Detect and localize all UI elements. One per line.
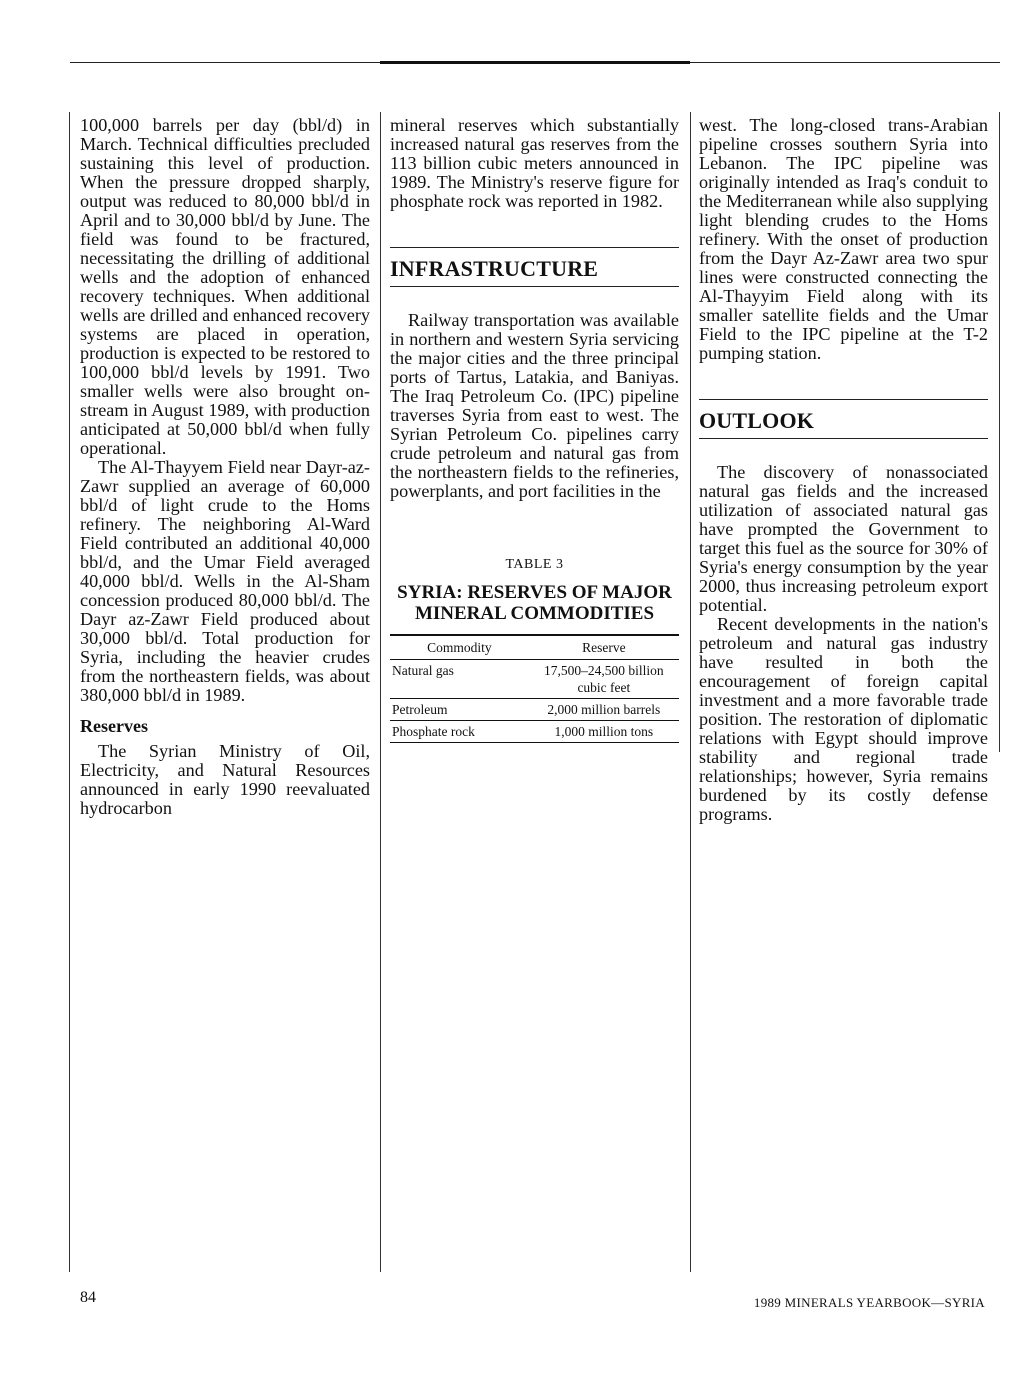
table-title-line-1: SYRIA: RESERVES OF MAJOR — [397, 582, 672, 603]
col3-paragraph-1: west. The long-closed trans-Arabian pipeline crosses southern Syria into Lebanon. The IPC pipeline was originally intended as Iraq's conduit to the Mediterranean while also supplying light blending crudes to the Homs refinery. With the onset of production from the Dayr Az-Zawr area two spur lines were constructed connecting the Al-Thayyim Field along with its smaller satellite fields and the Umar Field to the IPC pipeline at the T-2 pumping station. — [699, 115, 988, 363]
table-cell-commodity: Petroleum — [390, 699, 529, 721]
page-number: 84 — [80, 1289, 96, 1306]
table-cell-commodity: Natural gas — [390, 660, 529, 699]
col2-paragraph-1: mineral reserves which substantially increased natural gas reserves from the 113 billion cubic meters announced in 1989. The Ministry's reserve figure for phosphate rock was reported in 1982. — [390, 115, 679, 211]
column-rule-2 — [690, 112, 691, 1272]
table-header-row — [390, 635, 679, 660]
col1-paragraph-3: The Syrian Ministry of Oil, Electricity, and Natural Resources announced in early 1990 reevaluated hydrocarbon — [80, 741, 370, 818]
table-row — [390, 660, 679, 699]
table-cell-reserve: 2,000 million barrels — [529, 699, 679, 721]
column-rule-1 — [380, 112, 381, 1272]
table-row — [390, 699, 679, 721]
infrastructure-title: INFRASTRUCTURE — [390, 256, 599, 281]
table-cell-reserve: 1,000 million tons — [529, 721, 679, 743]
column-1 — [80, 116, 370, 818]
column-rule-left — [69, 112, 70, 1272]
running-footer-title: 1989 MINERALS YEARBOOK—SYRIA — [753, 1295, 985, 1310]
outlook-title: OUTLOOK — [699, 408, 815, 433]
col1-paragraph-1: 100,000 barrels per day (bbl/d) in March. Technical difficulties precluded sustaining this level of production. When the pressure dropped sharply, output was reduced to 80,000 bbl/d in April and to 30,000 bbl/d by June. The field was found to be fractured, necessitating the drilling of additional wells and the adoption of enhanced recovery techniques. When additional wells are drilled and enhanced recovery systems are placed in operation, production is expected to be restored to 100,000 bbl/d levels by 1991. Two smaller wells were also brought on-stream in August 1989, with production anticipated at 50,000 bbl/d when fully operational. — [80, 115, 370, 458]
col1-paragraph-2: The Al-Thayyem Field near Dayr-az-Zawr supplied an average of 60,000 bbl/d of light crude to the Homs refinery. The neighboring Al-Ward Field contributed an additional 40,000 bbl/d, and the Umar Field averaged 40,000 bbl/d. Wells in the Al-Sham concession produced 80,000 bbl/d. The Dayr az-Zawr Field produced about 30,000 bbl/d. Total production for Syria, including the heavier crudes from the northeastern fields, was about 380,000 bbl/d in 1989. — [80, 457, 370, 705]
table-cell-reserve: 17,500–24,500 billion cubic feet — [529, 660, 679, 699]
top-rule-accent — [380, 61, 690, 64]
reserves-table — [390, 634, 679, 743]
table-header-commodity: Commodity — [390, 635, 529, 660]
table-row — [390, 721, 679, 743]
table-title-line-2: MINERAL COMMODITIES — [414, 603, 655, 624]
col3-paragraph-2: The discovery of nonassociated natural gas fields and the increased utilization of associated natural gas have prompted the Government to target this fuel as the source for 30% of Syria's energy consumption by the year 2000, thus increasing petroleum export potential. — [699, 462, 988, 615]
outlook-section-heading — [699, 399, 988, 439]
column-3 — [699, 116, 988, 824]
column-rule-right — [999, 112, 1000, 752]
infrastructure-section-heading — [390, 247, 679, 287]
table-title — [390, 582, 679, 624]
table-caption: TABLE 3 — [505, 557, 564, 572]
table-header-reserve: Reserve — [529, 635, 679, 660]
table-cell-commodity: Phosphate rock — [390, 721, 529, 743]
reserves-subheading: Reserves — [80, 716, 148, 736]
col2-paragraph-2: Railway transportation was available in northern and western Syria servicing the major cities and the three principal ports of Tartus, Latakia, and Baniyas. The Iraq Petroleum Co. (IPC) pipeline traverses Syria from east to west. The Syrian Petroleum Co. pipelines carry crude petroleum and natural gas from the northeastern fields to the refineries, powerplants, and port facilities in the — [390, 310, 679, 501]
col3-paragraph-3: Recent developments in the nation's petroleum and natural gas industry have resulted in both the encouragement of foreign capital investment and a more favorable trade position. The restoration of diplomatic relations with Egypt should improve stability and regional trade relationships; however, Syria remains burdened by its costly defense programs. — [699, 614, 988, 824]
column-2 — [390, 116, 679, 743]
